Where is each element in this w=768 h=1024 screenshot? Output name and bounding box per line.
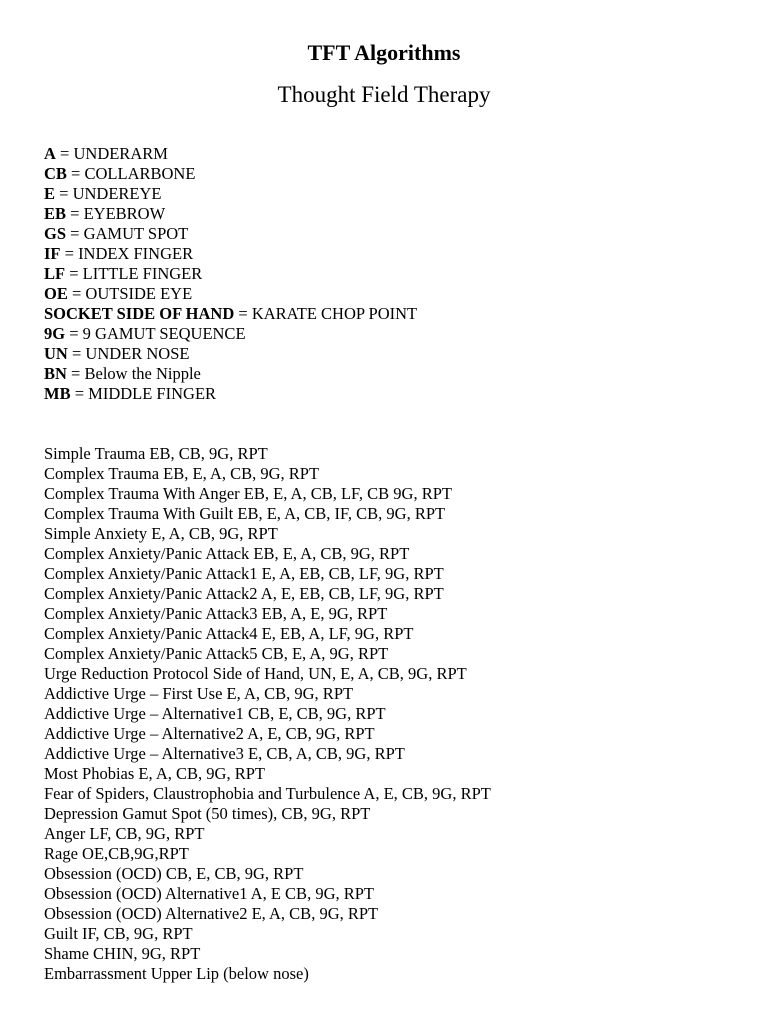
algorithm-item: Addictive Urge – Alternative1 CB, E, CB, 9G, RPT [44, 704, 386, 723]
legend-item [44, 284, 417, 304]
legend-meaning: GAMUT SPOT [83, 224, 189, 243]
legend-item [44, 224, 417, 244]
legend-separator: = [67, 284, 86, 303]
document-subtitle: Thought Field Therapy [277, 82, 491, 107]
algorithm-item: Complex Anxiety/Panic Attack2 A, E, EB, CB, LF, 9G, RPT [44, 584, 444, 603]
algorithm-item: Rage OE,CB,9G,RPT [44, 844, 189, 863]
algorithm-item: Complex Anxiety/Panic Attack1 E, A, EB, CB, LF, 9G, RPT [44, 564, 444, 583]
legend-meaning: UNDERARM [73, 144, 168, 163]
algorithm-item: Complex Trauma With Guilt EB, E, A, CB, IF, CB, 9G, RPT [44, 504, 446, 523]
legend-meaning: 9 GAMUT SEQUENCE [82, 324, 246, 343]
algorithm-item: Complex Trauma EB, E, A, CB, 9G, RPT [44, 464, 320, 483]
algorithm-item: Complex Anxiety/Panic Attack4 E, EB, A, LF, 9G, RPT [44, 624, 414, 643]
legend-item [44, 144, 417, 164]
legend-item [44, 264, 417, 284]
legend-meaning: LITTLE FINGER [82, 264, 203, 283]
legend-separator: = [66, 164, 85, 183]
legend-item [44, 164, 417, 184]
legend-abbreviation: MB [44, 384, 71, 403]
algorithm-list [44, 444, 491, 984]
legend-abbreviation: SOCKET SIDE OF HAND [44, 304, 235, 323]
legend-abbreviation: BN [44, 364, 67, 383]
legend-item [44, 364, 417, 384]
legend-separator: = [66, 364, 85, 383]
legend-separator: = [55, 184, 73, 203]
legend-abbreviation: LF [44, 264, 66, 283]
document-title: TFT Algorithms [307, 40, 461, 65]
algorithm-item: Anger LF, CB, 9G, RPT [44, 824, 205, 843]
legend-separator: = [67, 344, 86, 363]
legend-separator: = [66, 224, 84, 243]
algorithm-item: Fear of Spiders, Claustrophobia and Turbulence A, E, CB, 9G, RPT [44, 784, 491, 803]
algorithm-item: Depression Gamut Spot (50 times), CB, 9G, RPT [44, 804, 371, 823]
legend-abbreviation: E [44, 184, 56, 203]
algorithm-item: Complex Trauma With Anger EB, E, A, CB, LF, CB 9G, RPT [44, 484, 452, 503]
legend-meaning: UNDEREYE [72, 184, 162, 203]
legend-item [44, 384, 417, 404]
algorithm-item: Simple Anxiety E, A, CB, 9G, RPT [44, 524, 278, 543]
algorithm-item: Addictive Urge – Alternative2 A, E, CB, 9G, RPT [44, 724, 375, 743]
legend-separator: = [65, 324, 83, 343]
algorithm-item: Shame CHIN, 9G, RPT [44, 944, 201, 963]
legend-abbreviation: A [44, 144, 56, 163]
algorithm-item: Addictive Urge – Alternative3 E, CB, A, CB, 9G, RPT [44, 744, 405, 763]
legend-item [44, 304, 417, 324]
algorithm-item: Obsession (OCD) Alternative1 A, E CB, 9G, RPT [44, 884, 374, 903]
legend-abbreviation: EB [44, 204, 67, 223]
algorithm-item: Simple Trauma EB, CB, 9G, RPT [44, 444, 268, 463]
legend-item [44, 324, 417, 344]
algorithm-item: Embarrassment Upper Lip (below nose) [44, 964, 309, 983]
legend-separator: = [60, 244, 79, 263]
algorithm-item: Obsession (OCD) Alternative2 E, A, CB, 9G, RPT [44, 904, 379, 923]
legend-abbreviation: OE [44, 284, 68, 303]
legend-abbreviation: UN [44, 344, 68, 363]
legend-meaning: KARATE CHOP POINT [251, 304, 418, 323]
legend-separator: = [65, 264, 83, 283]
legend-abbreviation: IF [44, 244, 61, 263]
legend-meaning: COLLARBONE [84, 164, 196, 183]
algorithm-item: Guilt IF, CB, 9G, RPT [44, 924, 193, 943]
legend-abbreviation: CB [44, 164, 67, 183]
legend-meaning: INDEX FINGER [78, 244, 194, 263]
legend-separator: = [66, 204, 84, 223]
algorithm-item: Most Phobias E, A, CB, 9G, RPT [44, 764, 265, 783]
algorithm-item: Obsession (OCD) CB, E, CB, 9G, RPT [44, 864, 304, 883]
legend-item [44, 204, 417, 224]
algorithm-item: Complex Anxiety/Panic Attack5 CB, E, A, 9G, RPT [44, 644, 389, 663]
algorithm-item: Addictive Urge – First Use E, A, CB, 9G, RPT [44, 684, 354, 703]
legend-meaning: Below the Nipple [84, 364, 201, 383]
legend-item [44, 244, 417, 264]
legend-separator: = [55, 144, 74, 163]
legend-item [44, 344, 417, 364]
algorithm-item: Complex Anxiety/Panic Attack EB, E, A, CB, 9G, RPT [44, 544, 410, 563]
legend-separator: = [234, 304, 252, 323]
legend-meaning: UNDER NOSE [85, 344, 190, 363]
legend-abbreviation: GS [44, 224, 67, 243]
algorithm-item: Complex Anxiety/Panic Attack3 EB, A, E, 9G, RPT [44, 604, 388, 623]
algorithm-item: Urge Reduction Protocol Side of Hand, UN, E, A, CB, 9G, RPT [44, 664, 467, 683]
legend-meaning: MIDDLE FINGER [88, 384, 217, 403]
legend-abbreviation: 9G [44, 324, 66, 343]
legend-meaning: EYEBROW [83, 204, 166, 223]
legend-meaning: OUTSIDE EYE [85, 284, 193, 303]
legend-separator: = [70, 384, 89, 403]
abbreviation-legend [44, 144, 417, 404]
legend-item [44, 184, 417, 204]
